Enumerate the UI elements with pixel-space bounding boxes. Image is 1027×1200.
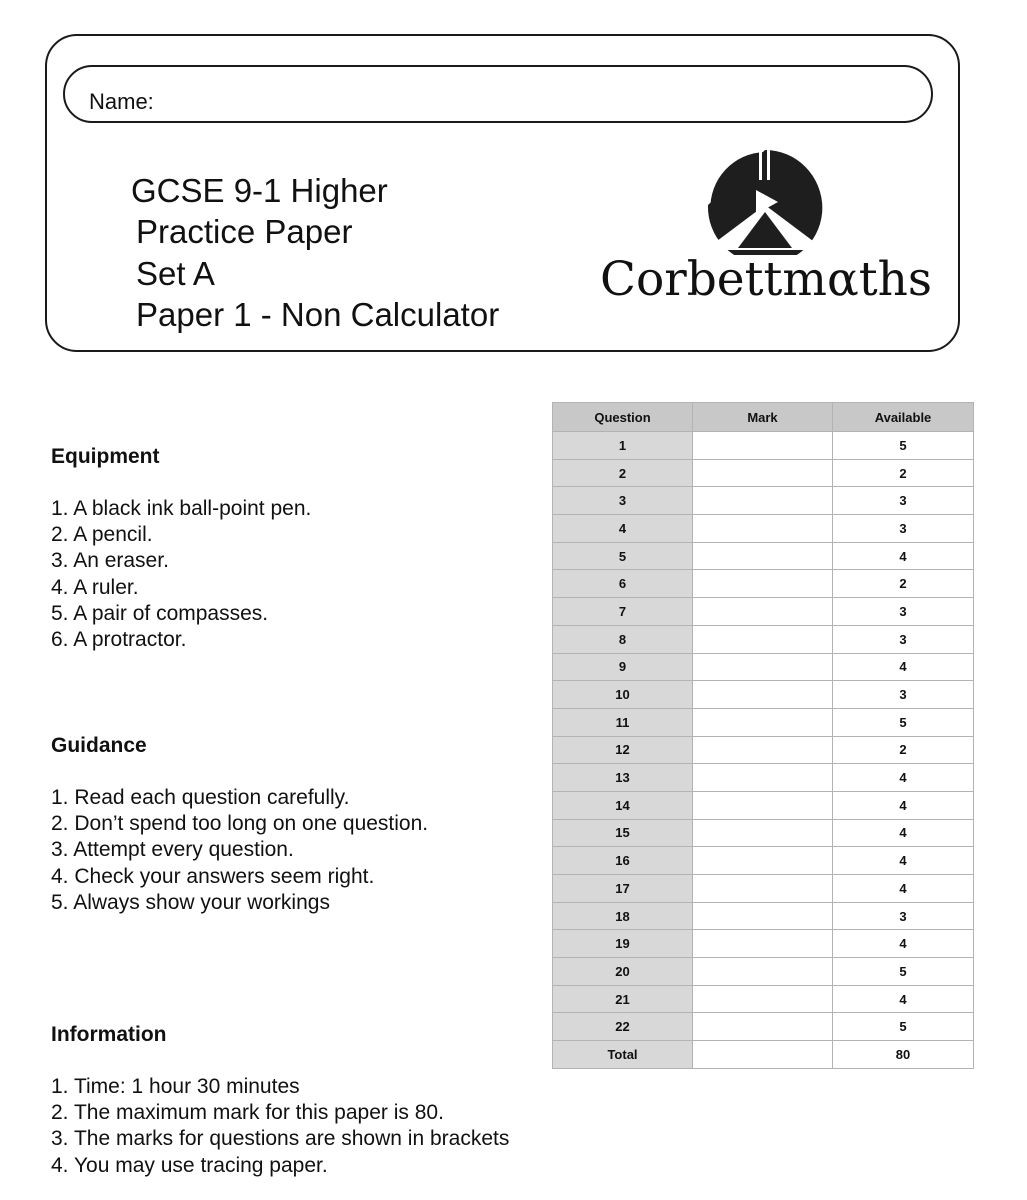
mark-entry-cell[interactable] — [693, 432, 833, 460]
header-question: Question — [553, 403, 693, 432]
question-number-cell: 5 — [553, 542, 693, 570]
marks-table — [552, 402, 974, 1069]
available-marks-cell: 3 — [833, 487, 974, 515]
mark-entry-cell[interactable] — [693, 542, 833, 570]
table-row — [553, 875, 974, 903]
equipment-heading: Equipment — [51, 445, 160, 468]
list-item: 2. The maximum mark for this paper is 80. — [51, 1101, 444, 1125]
table-row — [553, 708, 974, 736]
table-row — [553, 764, 974, 792]
available-marks-cell: 80 — [833, 1041, 974, 1069]
list-item: 3. An eraser. — [51, 549, 169, 573]
list-item: 3. Attempt every question. — [51, 838, 294, 862]
table-row — [553, 985, 974, 1013]
name-field[interactable] — [63, 65, 933, 123]
question-number-cell: 19 — [553, 930, 693, 958]
available-marks-cell: 4 — [833, 847, 974, 875]
question-number-cell: 4 — [553, 515, 693, 543]
question-number-cell: 2 — [553, 459, 693, 487]
list-item: 3. The marks for questions are shown in brackets — [51, 1127, 510, 1151]
available-marks-cell: 4 — [833, 819, 974, 847]
available-marks-cell: 4 — [833, 930, 974, 958]
table-row — [553, 958, 974, 986]
available-marks-cell: 2 — [833, 736, 974, 764]
list-item: 1. A black ink ball-point pen. — [51, 497, 312, 520]
list-item: 4. You may use tracing paper. — [51, 1153, 328, 1177]
available-marks-cell: 3 — [833, 598, 974, 626]
mark-entry-cell[interactable] — [693, 487, 833, 515]
mark-entry-cell[interactable] — [693, 736, 833, 764]
paper-title-line-2: Practice Paper — [136, 213, 353, 250]
mark-entry-cell[interactable] — [693, 847, 833, 875]
mark-entry-cell[interactable] — [693, 708, 833, 736]
mark-entry-cell[interactable] — [693, 902, 833, 930]
mark-entry-cell[interactable] — [693, 791, 833, 819]
table-row — [553, 459, 974, 487]
information-list — [51, 1074, 509, 1179]
question-number-cell: 11 — [553, 708, 693, 736]
header-available: Available — [833, 403, 974, 432]
list-item: 1. Read each question carefully. — [51, 786, 350, 809]
list-item: 2. Don’t spend too long on one question. — [51, 812, 429, 836]
question-number-cell: 9 — [553, 653, 693, 681]
list-item: 6. A protractor. — [51, 628, 187, 652]
question-number-cell: 18 — [553, 902, 693, 930]
mark-entry-cell[interactable] — [693, 625, 833, 653]
question-number-cell: 7 — [553, 598, 693, 626]
list-item: 4. A ruler. — [51, 575, 139, 599]
mark-entry-cell[interactable] — [693, 764, 833, 792]
corbettmaths-logo-icon — [700, 150, 830, 255]
table-row — [553, 791, 974, 819]
table-row — [553, 930, 974, 958]
paper-title-line-3: Set A — [136, 255, 215, 292]
table-row — [553, 653, 974, 681]
table-header-row — [553, 403, 974, 432]
available-marks-cell: 3 — [833, 515, 974, 543]
mark-entry-cell[interactable] — [693, 598, 833, 626]
question-number-cell: 12 — [553, 736, 693, 764]
question-number-cell: 3 — [553, 487, 693, 515]
mark-entry-cell[interactable] — [693, 653, 833, 681]
mark-entry-cell[interactable] — [693, 1041, 833, 1069]
table-row — [553, 542, 974, 570]
list-item: 4. Check your answers seem right. — [51, 864, 375, 888]
mark-entry-cell[interactable] — [693, 875, 833, 903]
table-row — [553, 681, 974, 709]
name-label: Name: — [89, 89, 154, 114]
available-marks-cell: 5 — [833, 958, 974, 986]
table-row — [553, 902, 974, 930]
available-marks-cell: 4 — [833, 542, 974, 570]
available-marks-cell: 4 — [833, 764, 974, 792]
available-marks-cell: 4 — [833, 875, 974, 903]
table-row — [553, 570, 974, 598]
available-marks-cell: 2 — [833, 459, 974, 487]
mark-entry-cell[interactable] — [693, 985, 833, 1013]
list-item: 2. A pencil. — [51, 523, 153, 547]
mark-entry-cell[interactable] — [693, 930, 833, 958]
table-row — [553, 847, 974, 875]
question-number-cell: 16 — [553, 847, 693, 875]
mark-entry-cell[interactable] — [693, 958, 833, 986]
table-row — [553, 625, 974, 653]
question-number-cell: 1 — [553, 432, 693, 460]
available-marks-cell: 4 — [833, 791, 974, 819]
question-number-cell: 21 — [553, 985, 693, 1013]
question-number-cell: Total — [553, 1041, 693, 1069]
guidance-list — [51, 785, 428, 916]
table-row — [553, 1013, 974, 1041]
list-item: 1. Time: 1 hour 30 minutes — [51, 1075, 300, 1098]
question-number-cell: 22 — [553, 1013, 693, 1041]
mark-entry-cell[interactable] — [693, 515, 833, 543]
available-marks-cell: 3 — [833, 625, 974, 653]
mark-entry-cell[interactable] — [693, 1013, 833, 1041]
equipment-list — [51, 496, 311, 653]
table-row — [553, 736, 974, 764]
mark-entry-cell[interactable] — [693, 819, 833, 847]
available-marks-cell: 5 — [833, 708, 974, 736]
table-row — [553, 432, 974, 460]
list-item: 5. A pair of compasses. — [51, 601, 269, 625]
corbettmaths-wordmark: Corbettmαths — [600, 252, 932, 307]
question-number-cell: 8 — [553, 625, 693, 653]
available-marks-cell: 4 — [833, 985, 974, 1013]
available-marks-cell: 2 — [833, 570, 974, 598]
table-total-row — [553, 1041, 974, 1069]
available-marks-cell: 4 — [833, 653, 974, 681]
available-marks-cell: 5 — [833, 1013, 974, 1041]
question-number-cell: 14 — [553, 791, 693, 819]
table-row — [553, 598, 974, 626]
available-marks-cell: 3 — [833, 681, 974, 709]
mark-entry-cell[interactable] — [693, 681, 833, 709]
question-number-cell: 17 — [553, 875, 693, 903]
mark-entry-cell[interactable] — [693, 459, 833, 487]
list-item: 5. Always show your workings — [51, 890, 330, 914]
paper-title-line-4: Paper 1 - Non Calculator — [136, 296, 500, 333]
table-row — [553, 487, 974, 515]
question-number-cell: 6 — [553, 570, 693, 598]
guidance-heading: Guidance — [51, 734, 147, 757]
question-number-cell: 13 — [553, 764, 693, 792]
question-number-cell: 20 — [553, 958, 693, 986]
question-number-cell: 15 — [553, 819, 693, 847]
question-number-cell: 10 — [553, 681, 693, 709]
header-mark: Mark — [693, 403, 833, 432]
available-marks-cell: 5 — [833, 432, 974, 460]
table-row — [553, 819, 974, 847]
information-heading: Information — [51, 1023, 167, 1046]
available-marks-cell: 3 — [833, 902, 974, 930]
table-row — [553, 515, 974, 543]
paper-title-line-1: GCSE 9-1 Higher — [131, 172, 388, 209]
mark-entry-cell[interactable] — [693, 570, 833, 598]
